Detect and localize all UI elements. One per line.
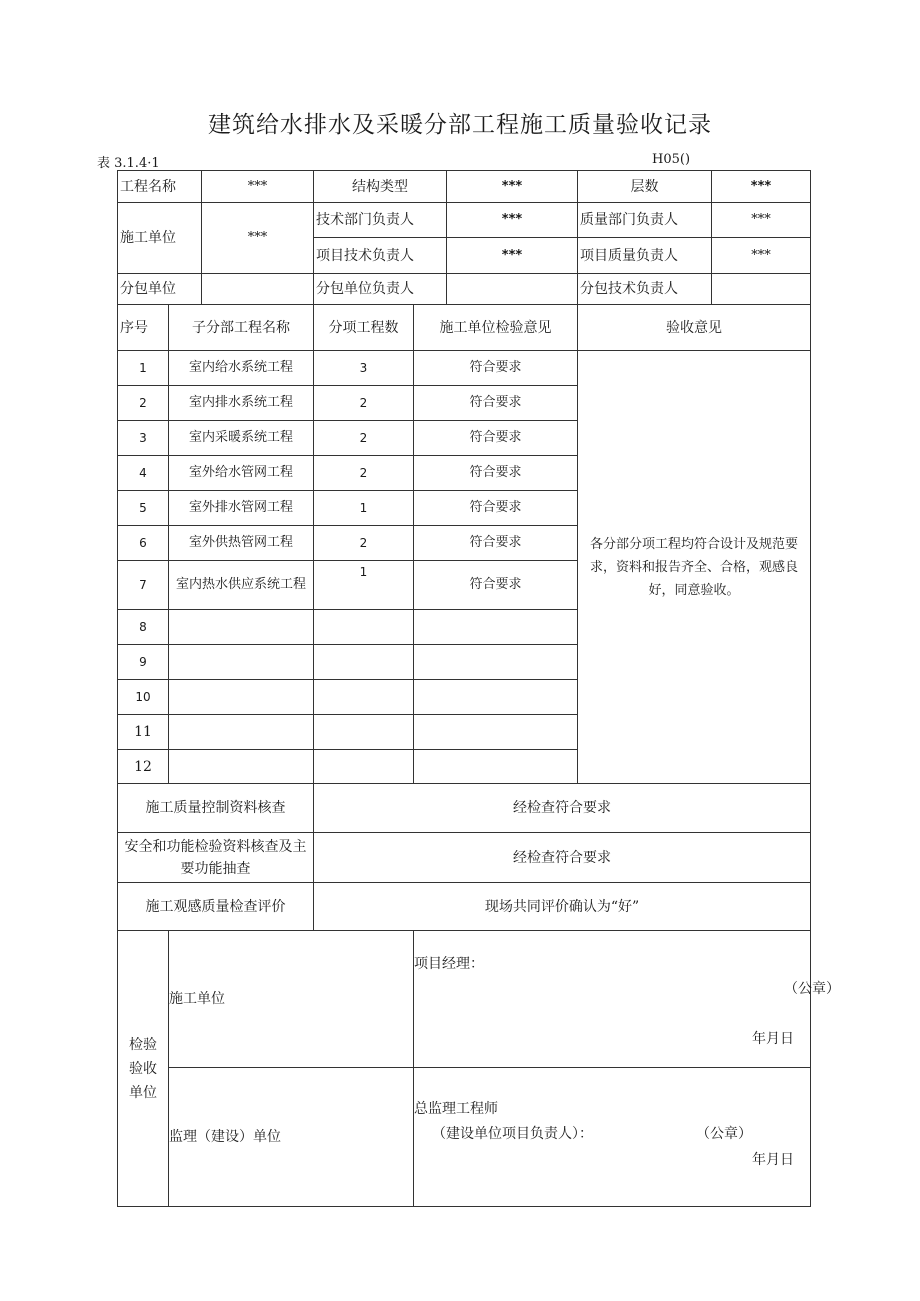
check-row (118, 883, 811, 931)
check-label: 施工观感质量检查评价 (118, 883, 314, 931)
row-contractor-opinion: 符合要求 (414, 421, 578, 456)
seal-2: （公章） (696, 1126, 752, 1142)
quality-dept-head-value: *** (712, 203, 811, 238)
row-sub-name (169, 715, 314, 750)
row-item-count (314, 715, 414, 750)
row-item-count: 3 (314, 351, 414, 386)
contractor-label: 施工单位 (118, 203, 202, 274)
row-contractor-opinion: 符合要求 (414, 351, 578, 386)
row-sub-name: 室外供热管网工程 (169, 526, 314, 561)
col-sub-name: 子分部工程名称 (169, 305, 314, 351)
row-item-count: 2 (314, 526, 414, 561)
row-sub-name: 室外排水管网工程 (169, 491, 314, 526)
row-contractor-opinion (414, 610, 578, 645)
row-item-count (314, 750, 414, 784)
header-row-project (118, 171, 811, 203)
col-contractor-opinion: 施工单位检验意见 (414, 305, 578, 351)
row-item-count: 2 (314, 386, 414, 421)
signoff-row-supervisor (118, 1068, 811, 1207)
date-1: 年月日 (752, 1031, 794, 1047)
subcontractor-tech-head-value (712, 274, 811, 305)
header-row-contractor (118, 203, 811, 238)
supervisor-sign-area (414, 1068, 811, 1207)
tech-dept-head-label: 技术部门负责人 (314, 203, 447, 238)
project-tech-head-value: *** (447, 238, 578, 274)
chief-supervisor-label: 总监理工程师 (414, 1101, 498, 1117)
check-row (118, 784, 811, 833)
row-contractor-opinion (414, 680, 578, 715)
row-seq: 6 (118, 526, 169, 561)
col-seq: 序号 (118, 305, 169, 351)
contractor-sign-area (414, 931, 840, 1068)
check-row (118, 833, 811, 883)
row-seq: 10 (118, 680, 169, 715)
floors-label: 层数 (578, 171, 712, 203)
row-contractor-opinion: 符合要求 (414, 456, 578, 491)
structure-type-label: 结构类型 (314, 171, 447, 203)
row-contractor-opinion: 符合要求 (414, 526, 578, 561)
row-seq: 9 (118, 645, 169, 680)
col-acceptance-opinion: 验收意见 (578, 305, 811, 351)
row-seq: 7 (118, 561, 169, 610)
structure-type-value: *** (447, 171, 578, 203)
row-seq: 5 (118, 491, 169, 526)
subcontractor-tech-head-label: 分包技术负责人 (578, 274, 712, 305)
row-seq: 4 (118, 456, 169, 491)
signoff-row-contractor (118, 931, 811, 1068)
row-seq: 2 (118, 386, 169, 421)
row-item-count: 1 (314, 561, 414, 610)
row-seq: 12 (118, 750, 169, 784)
row-seq: 3 (118, 421, 169, 456)
table-code: 表 3.1.4·1 (97, 156, 160, 171)
column-header-row (118, 305, 811, 351)
contractor-value: *** (202, 203, 314, 274)
row-sub-name (169, 645, 314, 680)
project-tech-head-label: 项目技术负责人 (314, 238, 447, 274)
project-quality-head-label: 项目质量负责人 (578, 238, 712, 274)
row-contractor-opinion (414, 715, 578, 750)
signoff-contractor-label: 施工单位 (169, 931, 414, 1068)
project-manager-label: 项目经理： (414, 956, 484, 972)
project-name-value: *** (202, 171, 314, 203)
row-sub-name: 室内采暖系统工程 (169, 421, 314, 456)
row-sub-name: 室内给水系统工程 (169, 351, 314, 386)
row-sub-name: 室内热水供应系统工程 (169, 561, 314, 610)
row-sub-name: 室内排水系统工程 (169, 386, 314, 421)
check-result: 现场共同评价确认为“好” (314, 883, 811, 931)
row-contractor-opinion: 符合要求 (414, 561, 578, 610)
row-sub-name (169, 610, 314, 645)
row-seq: 8 (118, 610, 169, 645)
owner-rep-label: （建设单位项目负责人）： (432, 1126, 593, 1142)
project-name-label: 工程名称 (118, 171, 202, 203)
row-seq: 11 (118, 715, 169, 750)
subcontractor-head-label: 分包单位负责人 (314, 274, 447, 305)
row-sub-name (169, 750, 314, 784)
check-result: 经检查符合要求 (314, 784, 811, 833)
subcontractor-label: 分包单位 (118, 274, 202, 305)
table-row (118, 351, 811, 386)
row-item-count: 2 (314, 421, 414, 456)
row-seq: 1 (118, 351, 169, 386)
floors-value: *** (712, 171, 811, 203)
row-item-count (314, 645, 414, 680)
acceptance-opinion-text: 各分部分项工程均符合设计及规范要求，资料和报告齐全、合格，观感良好，同意验收。 (578, 351, 811, 784)
row-contractor-opinion (414, 750, 578, 784)
row-contractor-opinion (414, 645, 578, 680)
project-quality-head-value: *** (712, 238, 811, 274)
subcontractor-head-value (447, 274, 578, 305)
form-title: 建筑给水排水及采暖分部工程施工质量验收记录 (208, 112, 712, 138)
signoff-group-label: 检验验收单位 (118, 931, 169, 1207)
row-sub-name (169, 680, 314, 715)
tech-dept-head-value: *** (447, 203, 578, 238)
row-item-count (314, 610, 414, 645)
form-code: H05() (652, 152, 691, 167)
check-label: 安全和功能检验资料核查及主要功能抽查 (118, 833, 314, 883)
row-item-count: 1 (314, 491, 414, 526)
header-row-subcontractor (118, 274, 811, 305)
quality-dept-head-label: 质量部门负责人 (578, 203, 712, 238)
acceptance-record-table (117, 170, 840, 1207)
row-item-count (314, 680, 414, 715)
subcontractor-value (202, 274, 314, 305)
check-result: 经检查符合要求 (314, 833, 811, 883)
signoff-supervisor-label: 监理（建设）单位 (169, 1068, 414, 1207)
row-item-count: 2 (314, 456, 414, 491)
row-contractor-opinion: 符合要求 (414, 386, 578, 421)
row-contractor-opinion: 符合要求 (414, 491, 578, 526)
check-label: 施工质量控制资料核查 (118, 784, 314, 833)
col-item-count: 分项工程数 (314, 305, 414, 351)
date-2: 年月日 (752, 1152, 794, 1168)
seal-1: （公章） (784, 981, 840, 997)
row-sub-name: 室外给水管网工程 (169, 456, 314, 491)
